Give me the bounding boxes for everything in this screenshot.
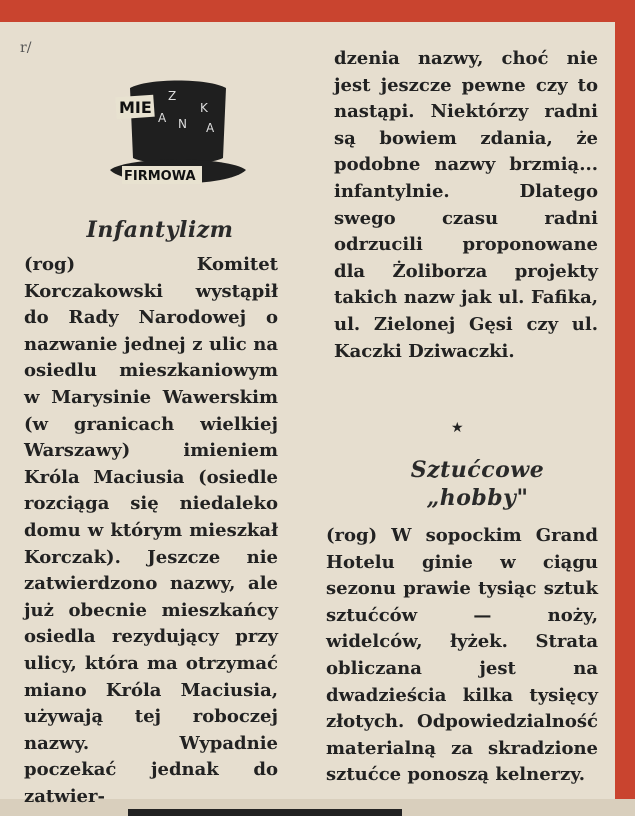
svg-text:Z: Z bbox=[168, 89, 177, 103]
newspaper-page bbox=[0, 22, 615, 807]
article2-headline-line1: Sztućcowe bbox=[410, 457, 545, 483]
right-red-band bbox=[613, 0, 635, 799]
svg-text:FIRMOWA: FIRMOWA bbox=[124, 169, 196, 184]
svg-text:MIE: MIE bbox=[119, 98, 152, 117]
svg-text:N: N bbox=[178, 117, 187, 131]
bottom-rule bbox=[128, 809, 402, 816]
corner-mark: r/ bbox=[20, 40, 32, 56]
svg-text:A: A bbox=[206, 121, 215, 135]
svg-text:K: K bbox=[200, 101, 208, 115]
article2-headline-line2: „hobby" bbox=[426, 485, 529, 511]
article1-headline: Infantylizm bbox=[86, 217, 234, 243]
article2-headline bbox=[350, 456, 605, 512]
mieszanka-logo bbox=[108, 70, 248, 198]
svg-text:A: A bbox=[158, 111, 167, 125]
article1-text-col1: (rog) Komitet Korczakowski wystąpił do Rady Narodowej o nazwanie jednej z ulic na osiedlu mieszkaniowym w Marysinie Wawerskim (w granicach wielkiej Warszawy) imieniem Króla Maciusia (osiedle rozciąga się niedaleko domu w którym mieszkał Korczak). Jeszcze nie zatwierdzono nazwy, ale już obecnie mieszkańcy osiedla rezydujący przy ulicy, która ma otrzymać miano Króla Maciusia, używają tej roboczej nazwy. Wypadnie poczekać jednak do zatwier- bbox=[24, 254, 278, 807]
article1-text-col2: dzenia nazwy, choć nie jest jeszcze pewne czy to nastąpi. Niektórzy radni są bowiem zdania, że podobne nazwy brzmią... infantylnie. Dlatego swego czasu radni odrzucili proponowane dla Żoliborza projekty takich nazw jak ul. Fafika, ul. Zielonej Gęsi czy ul. Kaczki Dziwaczki. bbox=[334, 48, 598, 362]
article2-text: (rog) W sopockim Grand Hotelu ginie w ciągu sezonu prawie tysiąc sztuk sztućców — noży, widelców, łyżek. Strata obliczana jest na dwadzieścia kilka tysięcy złotych. Odpowiedzialność materialną za skradzione sztućce ponoszą kelnerzy. bbox=[326, 525, 598, 786]
star-separator: ★ bbox=[451, 420, 464, 436]
